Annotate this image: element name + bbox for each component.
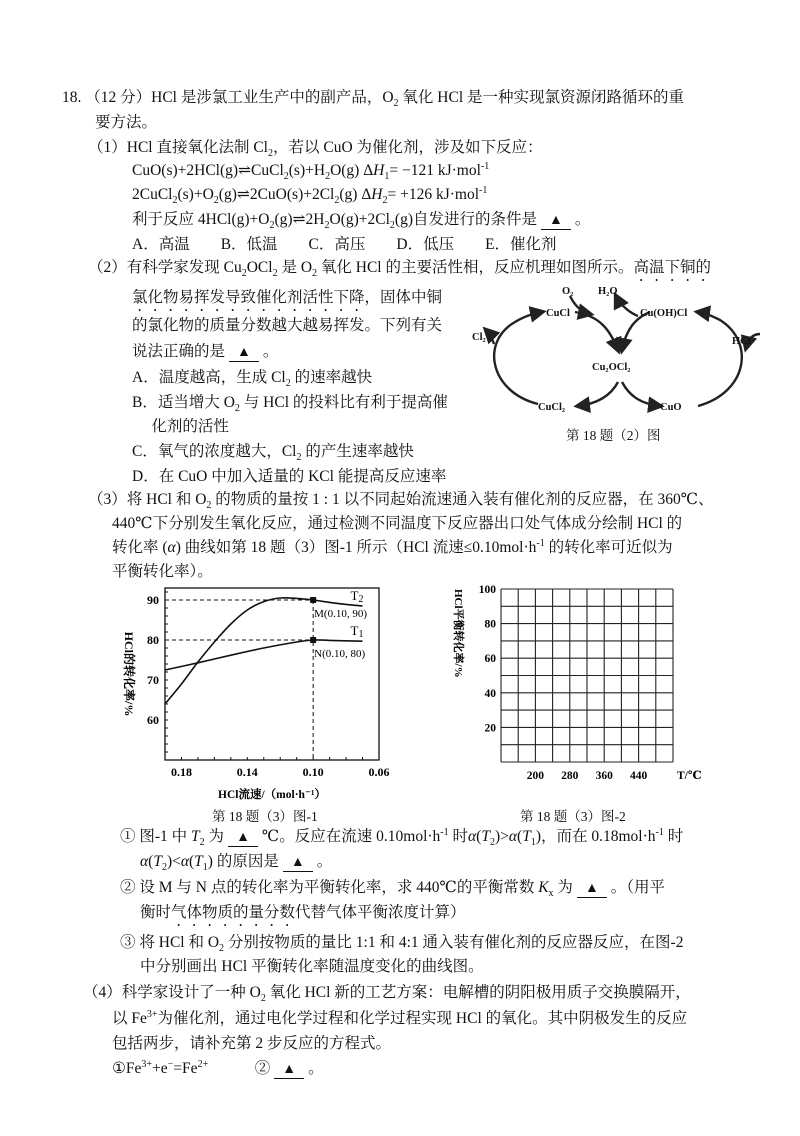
x-axis-label: HCl流速/（mol·h⁻¹）	[218, 789, 326, 801]
arrow-cu2ocl2-to-cucl2	[578, 382, 618, 406]
point-label-N: N(0.10, 80)	[314, 648, 366, 660]
text-run: (	[148, 853, 154, 870]
text-line	[140, 903, 466, 930]
subscript: 2	[267, 148, 273, 160]
text-run: 。	[316, 853, 333, 870]
superscript: 2+	[197, 1058, 209, 1070]
arrow-cl2-out	[486, 330, 494, 344]
y-tick-label: 20	[484, 722, 496, 735]
chart1-caption: 第 18 题（3）图-1	[212, 809, 318, 824]
text-run: 氧化 HCl 的主要活性相，反应机理如图所示。	[317, 259, 634, 276]
subscript: 2	[269, 220, 275, 232]
subscript: 2	[334, 195, 340, 207]
text-run: 衡时	[140, 904, 172, 921]
answer-blank: ▲	[283, 855, 313, 872]
superscript: 3+	[141, 1058, 153, 1070]
text-run: A．温度越高，生成 Cl	[132, 369, 286, 386]
text-line	[112, 562, 213, 582]
species-cu2ocl2: Cu₂OCl₂	[592, 362, 631, 373]
subscript: x	[548, 888, 554, 900]
text-run: 时	[663, 828, 684, 845]
emphasis-text: 氯化物易挥发导致催化剂活性下降	[132, 289, 365, 306]
text-line	[132, 342, 278, 362]
subscript: 2	[324, 220, 330, 232]
subscript: 2	[296, 452, 302, 464]
text-run: 是 O	[277, 259, 313, 276]
x-tick-label: 0.14	[236, 765, 258, 779]
text-line	[132, 185, 487, 205]
text-run: O(g) Δ	[330, 162, 374, 179]
text-run: 说法正确的是	[132, 343, 226, 360]
text-run: ① 图-1 中	[120, 828, 192, 845]
text-line	[140, 957, 484, 977]
text-run: = +126 kJ·mol	[387, 186, 480, 203]
italic-symbol: α	[167, 539, 176, 556]
x-axis-label: T/℃	[677, 770, 702, 782]
text-run: （4）科学家设计了一种 O	[83, 984, 261, 1001]
subscript: 2	[312, 268, 318, 280]
text-run: 。	[574, 211, 591, 228]
text-run: ，若以 CuO 为催化剂，涉及如下反应：	[272, 139, 543, 156]
subscript: 2	[199, 837, 205, 849]
text-run: 分别按物质的量比 1:1 和 4:1 通入装有催化剂的反应器反应，在图-2	[224, 934, 684, 951]
species-cl2: Cl₂	[472, 332, 486, 343]
italic-symbol: α	[468, 828, 477, 845]
text-run: ) 曲线如第 18 题（3）图-1 所示（HCl 流速≤0.10mol·h	[175, 539, 537, 556]
subscript: 1	[384, 171, 390, 183]
text-run: 包括两步，请补充第 2 步反应的方程式。	[112, 1035, 392, 1052]
text-line	[112, 1034, 391, 1054]
x-tick-label: 280	[561, 770, 579, 782]
series-label-subscript: 1	[358, 629, 364, 641]
y-tick-label: 100	[478, 584, 496, 596]
subscript: 2	[161, 862, 167, 874]
text-run: ②	[208, 1060, 271, 1077]
text-run: +e	[152, 1060, 168, 1077]
text-run: ℃。反应在流速 0.10mol·h	[261, 828, 441, 845]
text-line	[132, 442, 414, 462]
arrow-cu2ocl2-to-cuo	[622, 382, 660, 406]
subscript: 2	[206, 500, 212, 512]
y-tick-label: 80	[147, 633, 159, 647]
species-cucl: CuCl	[546, 308, 570, 319]
x-tick-label: 0.06	[368, 765, 390, 779]
italic-symbol: T	[481, 828, 490, 845]
text-run: C．氧气的浓度越大，Cl	[132, 443, 297, 460]
x-tick-label: 0.18	[170, 765, 192, 779]
y-tick-label: 80	[484, 618, 496, 631]
italic-symbol: T	[194, 853, 203, 870]
subscript: 2	[285, 378, 291, 390]
subscript: 2	[393, 98, 399, 110]
subscript: 2	[260, 993, 266, 1005]
answer-blank: ▲	[577, 881, 607, 898]
arrow-cucl2-to-cucl	[494, 312, 542, 404]
species-cuohcl: Cu(OH)Cl	[640, 308, 688, 319]
italic-symbol: H	[373, 162, 385, 179]
text-line	[140, 852, 332, 872]
series-label-subscript: 2	[358, 594, 364, 605]
subscript: 2	[234, 403, 240, 415]
text-run: (g)自发进行的条件是	[394, 211, 537, 228]
text-run: （2）有科学家发现 Cu	[88, 259, 242, 276]
text-line	[132, 316, 442, 336]
text-run: 。	[262, 343, 279, 360]
point-marker-M	[310, 597, 316, 603]
arrow-o2-in	[570, 296, 590, 314]
text-run: （3）将 HCl 和 O	[88, 491, 207, 508]
text-run: 转化率 (	[112, 539, 168, 556]
text-line	[132, 467, 446, 487]
italic-symbol: H	[371, 186, 383, 203]
chart-conversion-vs-flow	[120, 580, 410, 805]
answer-blank: ▲	[228, 830, 258, 847]
text-run: (	[476, 828, 482, 845]
text-run: 中分别画出 HCl 平衡转化率随温度变化的曲线图。	[140, 958, 484, 975]
species-cuo: CuO	[660, 402, 682, 413]
text-run: ② 设 M 与 N 点的转化率为平衡转化率，求 440℃的平衡常数	[120, 879, 539, 896]
subscript: 2	[219, 943, 225, 955]
text-line	[120, 878, 665, 898]
superscript: −	[167, 1058, 174, 1070]
text-run: (s)+H	[288, 162, 326, 179]
text-run: ，固体中铜	[364, 289, 443, 306]
text-run: 利于反应 4HCl(g)+O	[132, 211, 270, 228]
italic-symbol: K	[538, 879, 549, 896]
text-line	[88, 490, 714, 510]
text-line	[132, 161, 489, 181]
species-o2: O₂	[562, 286, 574, 297]
text-run: 的产生速率越快	[301, 443, 414, 460]
arrow-h2o-out	[616, 296, 638, 316]
text-run: A．高温 B．低温 C．高压 D．低压 E．催化剂	[132, 236, 557, 253]
superscript: -1	[480, 160, 490, 172]
answer-blank: ▲	[229, 345, 259, 362]
text-run: 的转化率可近似为	[544, 539, 673, 556]
mechanism-diagram	[470, 282, 760, 422]
text-line	[132, 368, 372, 388]
series-label-T2: T2	[350, 588, 364, 605]
text-run: 化剂的活性	[132, 418, 229, 435]
italic-symbol: T	[191, 828, 200, 845]
text-run: 的速率越快	[290, 369, 373, 386]
italic-symbol: T	[153, 853, 162, 870]
subscript: 2	[172, 195, 178, 207]
subscript: 2	[241, 268, 247, 280]
arrow-cucl-to-cu2ocl2	[575, 312, 618, 350]
text-run: (g)⇌2H	[274, 211, 325, 228]
answer-blank: ▲	[541, 213, 571, 230]
subscript: 2	[389, 220, 395, 232]
superscript: 3+	[146, 1008, 158, 1020]
emphasis-text: 高温下铜的	[633, 259, 711, 276]
y-axis-label: HCl的转化率/%	[122, 631, 136, 717]
x-tick-label: 0.10	[302, 765, 324, 779]
point-marker-N	[310, 637, 316, 643]
subscript: 1	[530, 837, 536, 849]
text-run: ①Fe	[112, 1060, 142, 1077]
subscript: 2	[382, 195, 388, 207]
text-run: 氧化 HCl 是一种实现氯资源闭路循环的重	[398, 89, 685, 106]
subscript: 2	[489, 837, 495, 849]
species-h2o: H₂O	[598, 286, 618, 297]
y-tick-label: 70	[147, 673, 159, 687]
text-run: CuO(s)+2HCl(g)⇌CuCl	[132, 162, 284, 179]
text-run: O(g)+2Cl	[329, 211, 390, 228]
text-run: 440℃下分别发生氧化反应，通过检测不同温度下反应器出口处气体成分绘制 HCl 的	[112, 515, 683, 532]
text-run: 代替气体平衡浓度计算）	[295, 904, 466, 921]
text-run: ) 的原因是	[207, 853, 279, 870]
text-run: 氧化 HCl 新的工艺方案：电解槽的阴阳极用质子交换膜隔开，	[265, 984, 691, 1001]
text-run: OCl	[246, 259, 273, 276]
text-run: 与 HCl 的投料比有利于提高催	[239, 394, 448, 411]
y-tick-label: 60	[484, 653, 496, 666]
text-run: ③ 将 HCl 和 O	[120, 934, 220, 951]
text-line	[120, 933, 683, 953]
y-tick-label: 60	[147, 713, 159, 727]
text-line	[132, 235, 557, 255]
text-run: 的氯化物的质量分数越大越易挥发。下列有关	[132, 317, 443, 334]
text-line	[120, 827, 683, 847]
subscript: 2	[325, 171, 331, 183]
text-run: (s)+O	[177, 186, 214, 203]
text-run: （1）HCl 直接氧化法制 Cl	[88, 139, 268, 156]
text-run: 。	[308, 1060, 324, 1077]
answer-blank: ▲	[274, 1062, 304, 1079]
text-run: 为	[553, 879, 573, 896]
text-line	[62, 88, 684, 108]
text-run: (g)⇌2CuO(s)+2Cl	[218, 186, 335, 203]
subscript: 1	[202, 862, 208, 874]
x-tick-label: 200	[526, 770, 545, 782]
text-line	[112, 1059, 324, 1079]
y-tick-label: 90	[147, 593, 159, 607]
text-run: 的物质的量按 1 : 1 以不同起始流速通入装有催化剂的反应器，在 360℃、	[211, 491, 714, 508]
text-run: B．适当增大 O	[132, 394, 235, 411]
arrow-cuo-to-cuohcl	[698, 312, 742, 406]
text-run: (	[517, 828, 523, 845]
text-line	[132, 393, 448, 413]
text-line	[95, 113, 157, 133]
species-cucl2: CuCl₂	[538, 402, 566, 413]
subscript: 2	[213, 195, 219, 207]
y-axis-label: HCl平衡转化率/%	[452, 589, 464, 678]
text-run: 要方法。	[95, 114, 158, 131]
superscript: -1	[536, 537, 545, 549]
superscript: -1	[440, 826, 449, 838]
point-label-M: M(0.10, 90)	[314, 608, 368, 620]
text-run: 时	[448, 828, 469, 845]
text-line	[112, 514, 682, 534]
x-tick-label: 360	[595, 770, 613, 782]
text-line	[88, 138, 543, 158]
text-run: (g) Δ	[339, 186, 372, 203]
text-run: = −121 kJ·mol	[389, 162, 481, 179]
text-run: )，而在 0.18mol·h	[535, 828, 656, 845]
text-run: 。（用平	[610, 879, 666, 896]
subscript: 2	[283, 171, 289, 183]
text-line	[83, 983, 691, 1003]
text-run: 平衡转化率）。	[112, 563, 213, 580]
text-run: D．在 CuO 中加入适量的 KCl 能提高反应速率	[132, 468, 447, 485]
italic-symbol: α	[180, 853, 189, 870]
italic-symbol: T	[522, 828, 531, 845]
text-line	[88, 258, 711, 285]
superscript: -1	[479, 184, 488, 196]
text-line	[112, 538, 673, 558]
text-run: 为催化剂，通过电化学过程和化学过程实现 HCl 的氧化。其中阴极发生的反应	[157, 1010, 688, 1027]
text-run: 以 Fe	[112, 1010, 147, 1027]
text-run: )>	[494, 828, 509, 845]
italic-symbol: α	[508, 828, 518, 845]
text-run: 为	[204, 828, 225, 845]
superscript: -1	[655, 826, 664, 838]
text-run: 2CuCl	[132, 186, 173, 203]
text-run: =Fe	[173, 1060, 198, 1077]
text-line	[112, 1009, 687, 1029]
text-line	[132, 417, 229, 437]
chart2-caption: 第 18 题（3）图-2	[520, 809, 626, 824]
text-line	[132, 288, 442, 315]
text-run: (	[188, 853, 195, 870]
text-run: )<	[166, 853, 181, 870]
text-run: 18. （12 分）HCl 是涉氯工业生产中的副产品，O	[62, 89, 394, 106]
species-hcl: HCl	[732, 336, 751, 347]
subscript: 2	[272, 268, 278, 280]
y-tick-label: 40	[484, 687, 496, 700]
text-line	[132, 210, 590, 230]
italic-symbol: α	[140, 853, 149, 870]
mechanism-caption: 第 18 题（2）图	[566, 428, 661, 443]
chart-equilibrium-grid	[452, 580, 702, 785]
x-tick-label: 440	[629, 770, 648, 782]
series-label-T1: T1	[350, 623, 364, 641]
emphasis-text: 气体物质的量分数	[171, 904, 296, 921]
